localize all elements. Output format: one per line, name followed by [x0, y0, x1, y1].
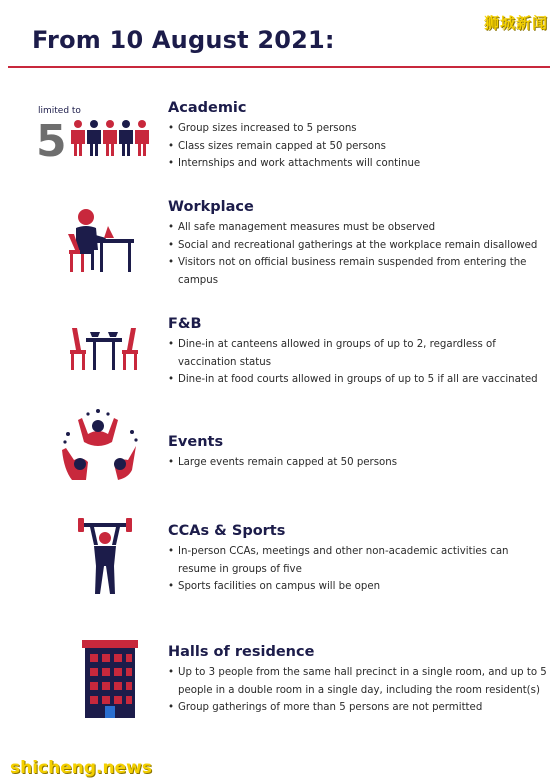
person-2: [87, 120, 101, 156]
limited-number: 5: [36, 116, 67, 160]
academic-heading: Academic: [168, 100, 247, 116]
academic-item: • Group sizes increased to 5 persons: [168, 120, 548, 138]
fnb-item: • Dine-in at canteens allowed in groups of up to 2, regardless of vaccination status: [168, 336, 548, 371]
person-4: [119, 120, 133, 156]
ccas-heading: CCAs & Sports: [168, 523, 286, 539]
halls-item: • Group gatherings of more than 5 persons are not permitted: [168, 699, 548, 717]
workplace-item: • Social and recreational gatherings at the workplace remain disallowed: [168, 237, 548, 255]
events-item: • Large events remain capped at 50 persons: [168, 454, 548, 472]
halls-item: • Up to 3 people from the same hall precinct in a single room, and up to 5 people in a double room in a single day, including the room resident(s): [168, 664, 548, 699]
person-5: [135, 120, 149, 156]
residence-building-icon: [82, 640, 138, 718]
workplace-item: • All safe management measures must be observed: [168, 219, 548, 237]
watermark-top: 狮城新闻: [483, 14, 548, 32]
limited-label: limited to: [38, 106, 81, 116]
watermark-bottom: shicheng.news: [10, 758, 152, 778]
section-fnb: [168, 316, 548, 389]
workplace-heading: Workplace: [168, 199, 254, 215]
events-heading: Events: [168, 434, 224, 450]
workplace-desk-icon: [66, 208, 136, 274]
ccas-item: • Sports facilities on campus will be open: [168, 578, 548, 596]
academic-item: • Class sizes remain capped at 50 persons: [168, 138, 548, 156]
fnb-heading: F&B: [168, 316, 202, 332]
fnb-item: • Dine-in at food courts allowed in groups of up to 5 if all are vaccinated: [168, 371, 548, 389]
title-divider: [8, 66, 550, 68]
ccas-item: • In-person CCAs, meetings and other non-academic activities can resume in groups of five: [168, 543, 548, 578]
section-halls: [168, 644, 548, 717]
academic-item: • Internships and work attachments will continue: [168, 155, 548, 173]
weightlifter-icon: [76, 516, 134, 596]
section-workplace: [168, 199, 548, 289]
section-academic: [168, 100, 548, 173]
workplace-item: • Visitors not on official business remain suspended from entering the campus: [168, 254, 548, 289]
group-of-five-icon: [36, 116, 156, 160]
celebration-crowd-icon: [62, 408, 140, 484]
person-3: [103, 120, 117, 156]
dining-table-icon: [68, 326, 140, 372]
section-events: [168, 434, 548, 472]
person-1: [71, 120, 85, 156]
halls-heading: Halls of residence: [168, 644, 315, 660]
page-title: From 10 August 2021:: [32, 26, 335, 54]
section-ccas: [168, 523, 548, 596]
